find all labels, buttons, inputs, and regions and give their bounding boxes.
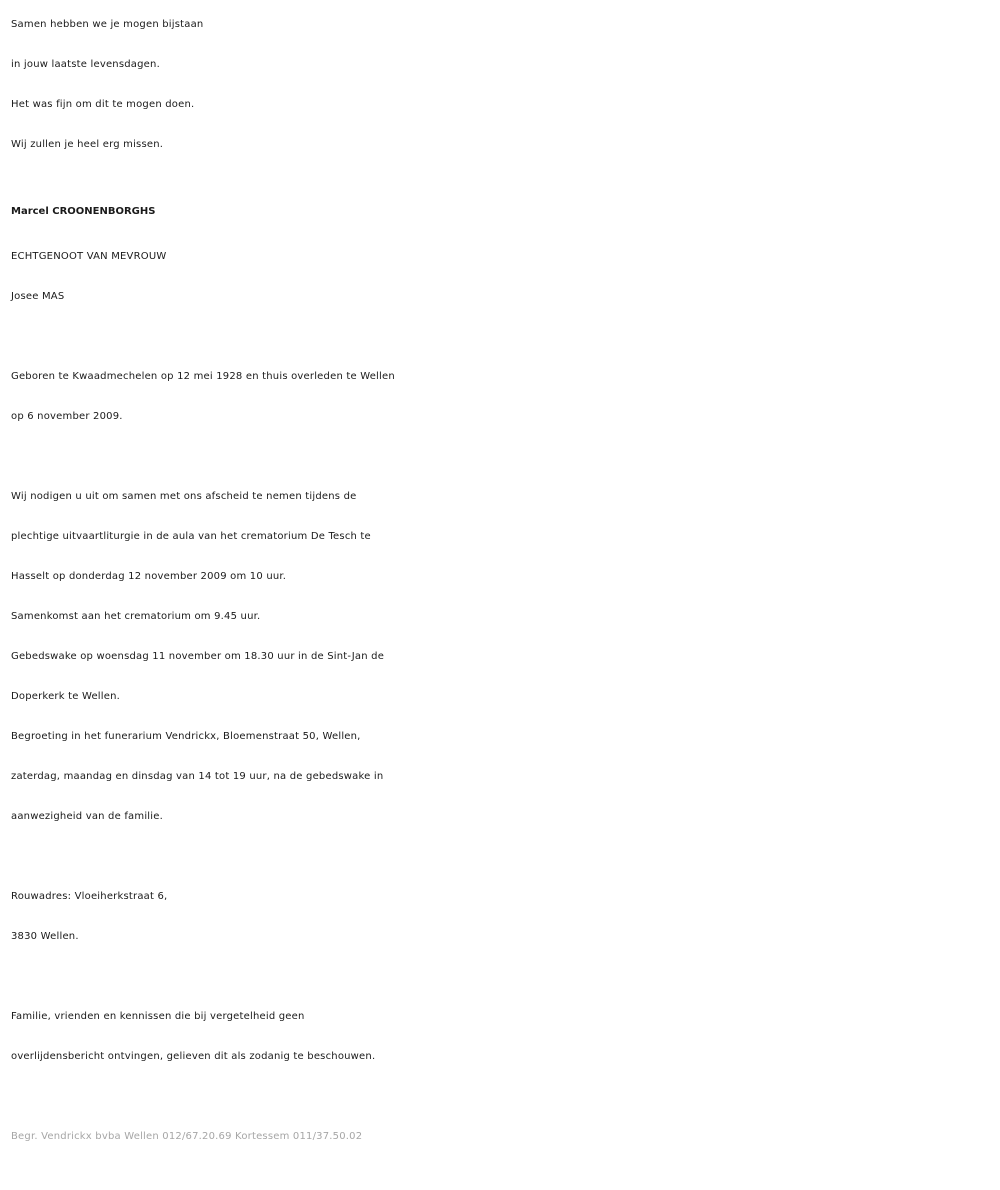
address-line: 3830 Wellen. <box>11 931 79 942</box>
obituary-document <box>11 5 991 1157</box>
address-line: Rouwadres: Vloeiherkstraat 6, <box>11 891 168 902</box>
birth-death-paragraph <box>11 357 991 437</box>
poem <box>11 5 991 165</box>
paragraph-line: Familie, vrienden en kennissen die bij vergetelheid geen <box>11 1011 305 1022</box>
paragraph-line: aanwezigheid van de familie. <box>11 811 163 822</box>
funeral-home-footer: Begr. Vendrickx bvba Wellen 012/67.20.69 Kortessem 011/37.50.02 <box>11 1131 363 1142</box>
poem-line: Het was fijn om dit te mogen doen. <box>11 99 195 110</box>
deceased-name: Marcel CROONENBORGHS <box>11 206 156 217</box>
poem-line: in jouw laatste levensdagen. <box>11 59 160 70</box>
paragraph-line: Begroeting in het funerarium Vendrickx, Bloemenstraat 50, Wellen, <box>11 731 361 742</box>
paragraph-line: op 6 november 2009. <box>11 411 123 422</box>
paragraph-line: plechtige uitvaartliturgie in de aula van het crematorium De Tesch te <box>11 531 371 542</box>
spacer <box>11 317 991 357</box>
paragraph-line: overlijdensbericht ontvingen, gelieven dit als zodanig te beschouwen. <box>11 1051 376 1062</box>
paragraph-line: Samenkomst aan het crematorium om 9.45 uur. <box>11 611 261 622</box>
poem-line: Samen hebben we je mogen bijstaan <box>11 19 204 30</box>
paragraph-line: Hasselt op donderdag 12 november 2009 om 10 uur. <box>11 571 287 582</box>
paragraph-line: Gebedswake op woensdag 11 november om 18.30 uur in de Sint-Jan de <box>11 651 385 662</box>
paragraph-line: Doperkerk te Wellen. <box>11 691 121 702</box>
paragraph-line: Wij nodigen u uit om samen met ons afscheid te nemen tijdens de <box>11 491 357 502</box>
spouse-name: Josee MAS <box>11 291 65 302</box>
service-paragraph <box>11 477 991 837</box>
paragraph-line: Geboren te Kwaadmechelen op 12 mei 1928 en thuis overleden te Wellen <box>11 371 395 382</box>
spacer <box>11 837 991 877</box>
spacer <box>11 1077 991 1117</box>
spacer <box>11 957 991 997</box>
paragraph-line: zaterdag, maandag en dinsdag van 14 tot 19 uur, na de gebedswake in <box>11 771 384 782</box>
relation-line: ECHTGENOOT VAN MEVROUW <box>11 251 167 262</box>
mourning-address <box>11 877 991 957</box>
notice-paragraph <box>11 997 991 1077</box>
spacer <box>11 165 991 187</box>
poem-line: Wij zullen je heel erg missen. <box>11 139 164 150</box>
spacer <box>11 437 991 477</box>
